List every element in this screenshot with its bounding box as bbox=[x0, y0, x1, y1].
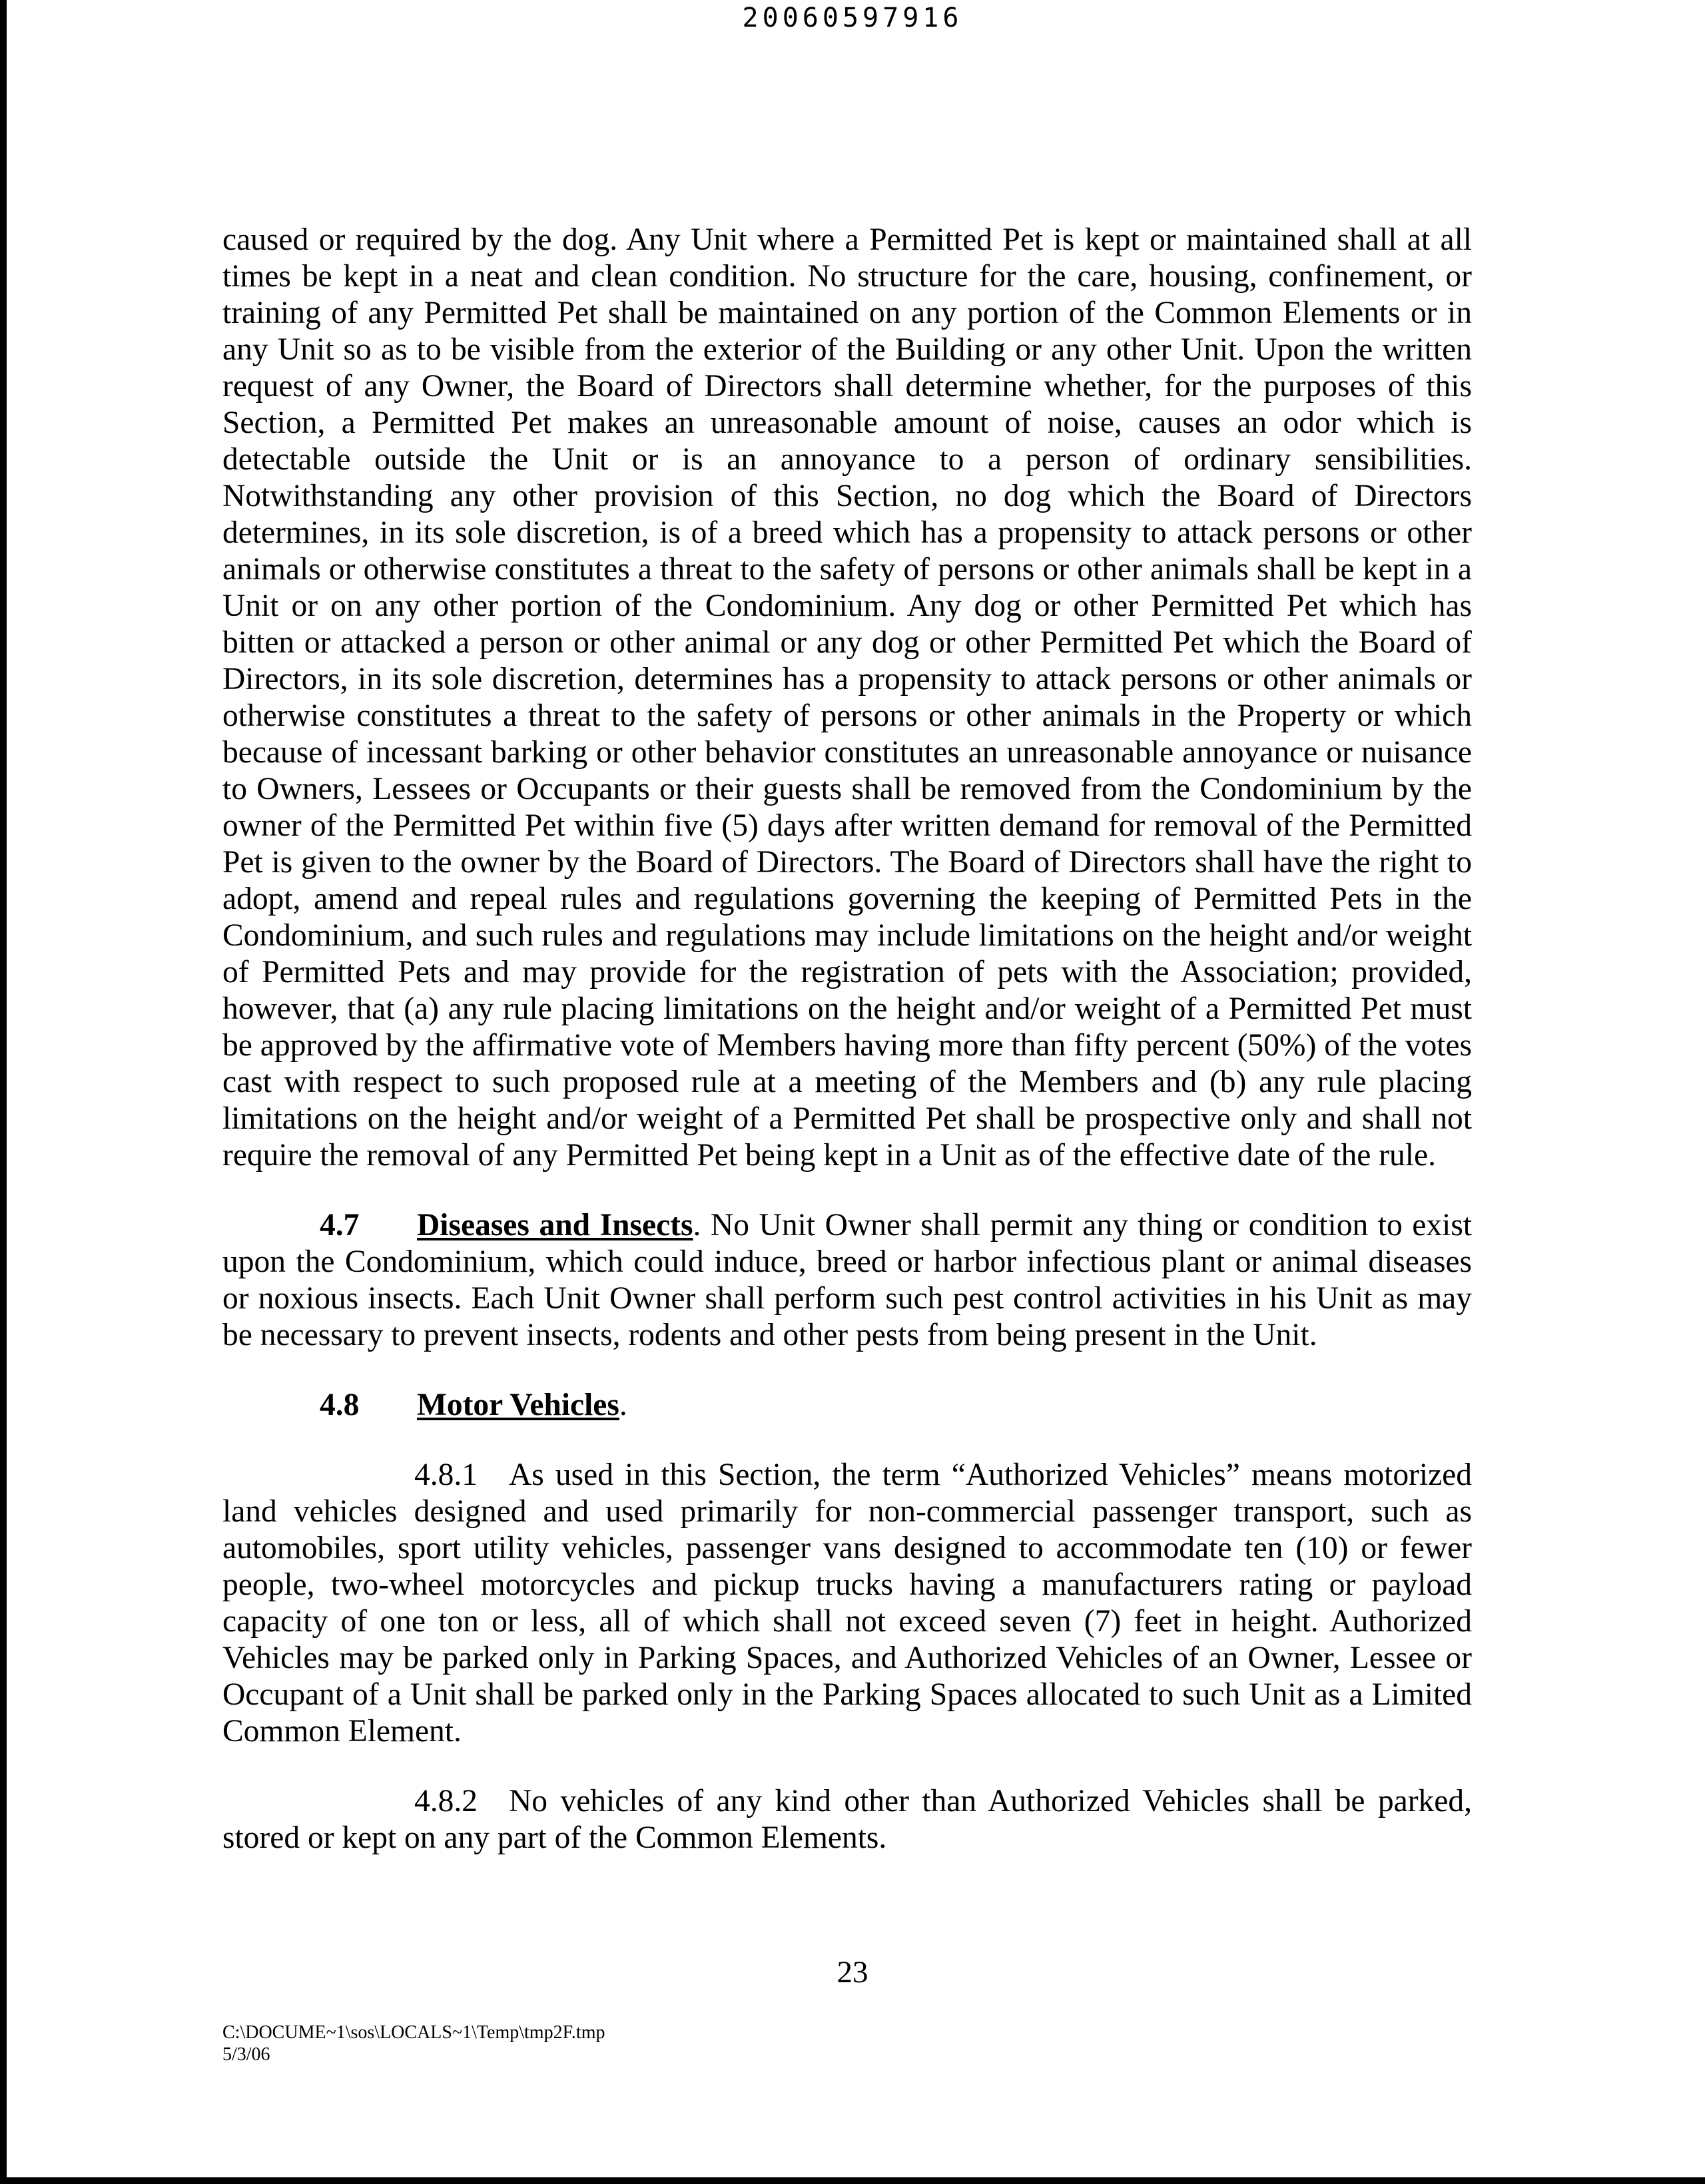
subsection-number: 4.8.1 bbox=[414, 1458, 478, 1492]
section-number: 4.8 bbox=[320, 1388, 360, 1422]
subsection-number: 4.8.2 bbox=[414, 1784, 478, 1818]
paragraph-spacer bbox=[222, 1750, 1472, 1783]
section-title-punct: . bbox=[693, 1208, 701, 1242]
page-number: 23 bbox=[837, 1955, 868, 1990]
paragraph-spacer bbox=[222, 1354, 1472, 1387]
scan-border-bottom bbox=[0, 2177, 1705, 2184]
section-title: Motor Vehicles bbox=[417, 1388, 619, 1422]
section-title-punct: . bbox=[619, 1388, 627, 1422]
subsection-4-8-1 bbox=[222, 1457, 1472, 1750]
paragraph-spacer bbox=[222, 1174, 1472, 1207]
section-title: Diseases and Insects bbox=[417, 1208, 693, 1242]
document-number: 20060597916 bbox=[742, 3, 963, 33]
section-4-8-heading bbox=[222, 1387, 1472, 1424]
footer bbox=[222, 2022, 605, 2065]
subsection-body: As used in this Section, the term “Authorized Vehicles” means motorized land vehicles designed and used primarily for non-commercial passenger transport, such as automobiles, sport utility vehicles, passenger vans designed to accommodate ten (10) or fewer people, two-wheel motorcycles and pickup trucks having a manufacturers rating or payload capacity of one ton or less, all of which shall not exceed seven (7) feet in height. Authorized Vehicles may be parked only in Parking Spaces, and Authorized Vehicles of an Owner, Lessee or Occupant of a Unit shall be parked only in the Parking Spaces allocated to such Unit as a Limited Common Element. bbox=[222, 1458, 1472, 1749]
footer-file-path: C:\DOCUME~1\sos\LOCALS~1\Temp\tmp2F.tmp bbox=[222, 2022, 605, 2043]
section-number: 4.7 bbox=[320, 1208, 360, 1242]
section-body: No Unit Owner shall permit any thing or condition to exist upon the Condominium, which could induce, breed or harbor infectious plant or animal diseases or noxious insects. Each Unit Owner shall perform such pest control activities in his Unit as may be necessary to prevent insects, rodents and other pests from being present in the Unit. bbox=[222, 1208, 1473, 1352]
document-body bbox=[222, 222, 1472, 1856]
section-4-7 bbox=[222, 1207, 1472, 1354]
footer-date: 5/3/06 bbox=[222, 2044, 270, 2065]
subsection-4-8-2 bbox=[222, 1783, 1472, 1856]
paragraph-spacer bbox=[222, 1424, 1472, 1457]
subsection-body: No vehicles of any kind other than Authorized Vehicles shall be parked, stored or kept on any part of the Common Elements. bbox=[222, 1784, 1472, 1855]
scan-border-left bbox=[0, 0, 7, 2184]
continued-paragraph: caused or required by the dog. Any Unit where a Permitted Pet is kept or maintained shall at all times be kept in a neat and clean condition. No structure for the care, housing, confinement, or training of any Permitted Pet shall be maintained on any portion of the Common Elements or in any Unit so as to be visible from the exterior of the Building or any other Unit. Upon the written request of any Owner, the Board of Directors shall determine whether, for the purposes of this Section, a Permitted Pet makes an unreasonable amount of noise, causes an odor which is detectable outside the Unit or is an annoyance to a person of ordinary sensibilities. Notwithstanding any other provision of this Section, no dog which the Board of Directors determines, in its sole discretion, is of a breed which has a propensity to attack persons or other animals or otherwise constitutes a threat to the safety of persons or other animals shall be kept in a Unit or on any other portion of the Condominium. Any dog or other Permitted Pet which has bitten or attacked a person or other animal or any dog or other Permitted Pet which the Board of Directors, in its sole discretion, determines has a propensity to attack persons or other animals or otherwise constitutes a threat to the safety of persons or other animals in the Property or which because of incessant barking or other behavior constitutes an unreasonable annoyance or nuisance to Owners, Lessees or Occupants or their guests shall be removed from the Condominium by the owner of the Permitted Pet within five (5) days after written demand for removal of the Permitted Pet is given to the owner by the Board of Directors. The Board of Directors shall have the right to adopt, amend and repeal rules and regulations governing the keeping of Permitted Pets in the Condominium, and such rules and regulations may include limitations on the height and/or weight of Permitted Pets and may provide for the registration of pets with the Association; provided, however, that (a) any rule placing limitations on the height and/or weight of a Permitted Pet must be approved by the affirmative vote of Members having more than fifty percent (50%) of the votes cast with respect to such proposed rule at a meeting of the Members and (b) any rule placing limitations on the height and/or weight of a Permitted Pet shall be prospective only and shall not require the removal of any Permitted Pet being kept in a Unit as of the effective date of the rule. bbox=[222, 222, 1472, 1173]
